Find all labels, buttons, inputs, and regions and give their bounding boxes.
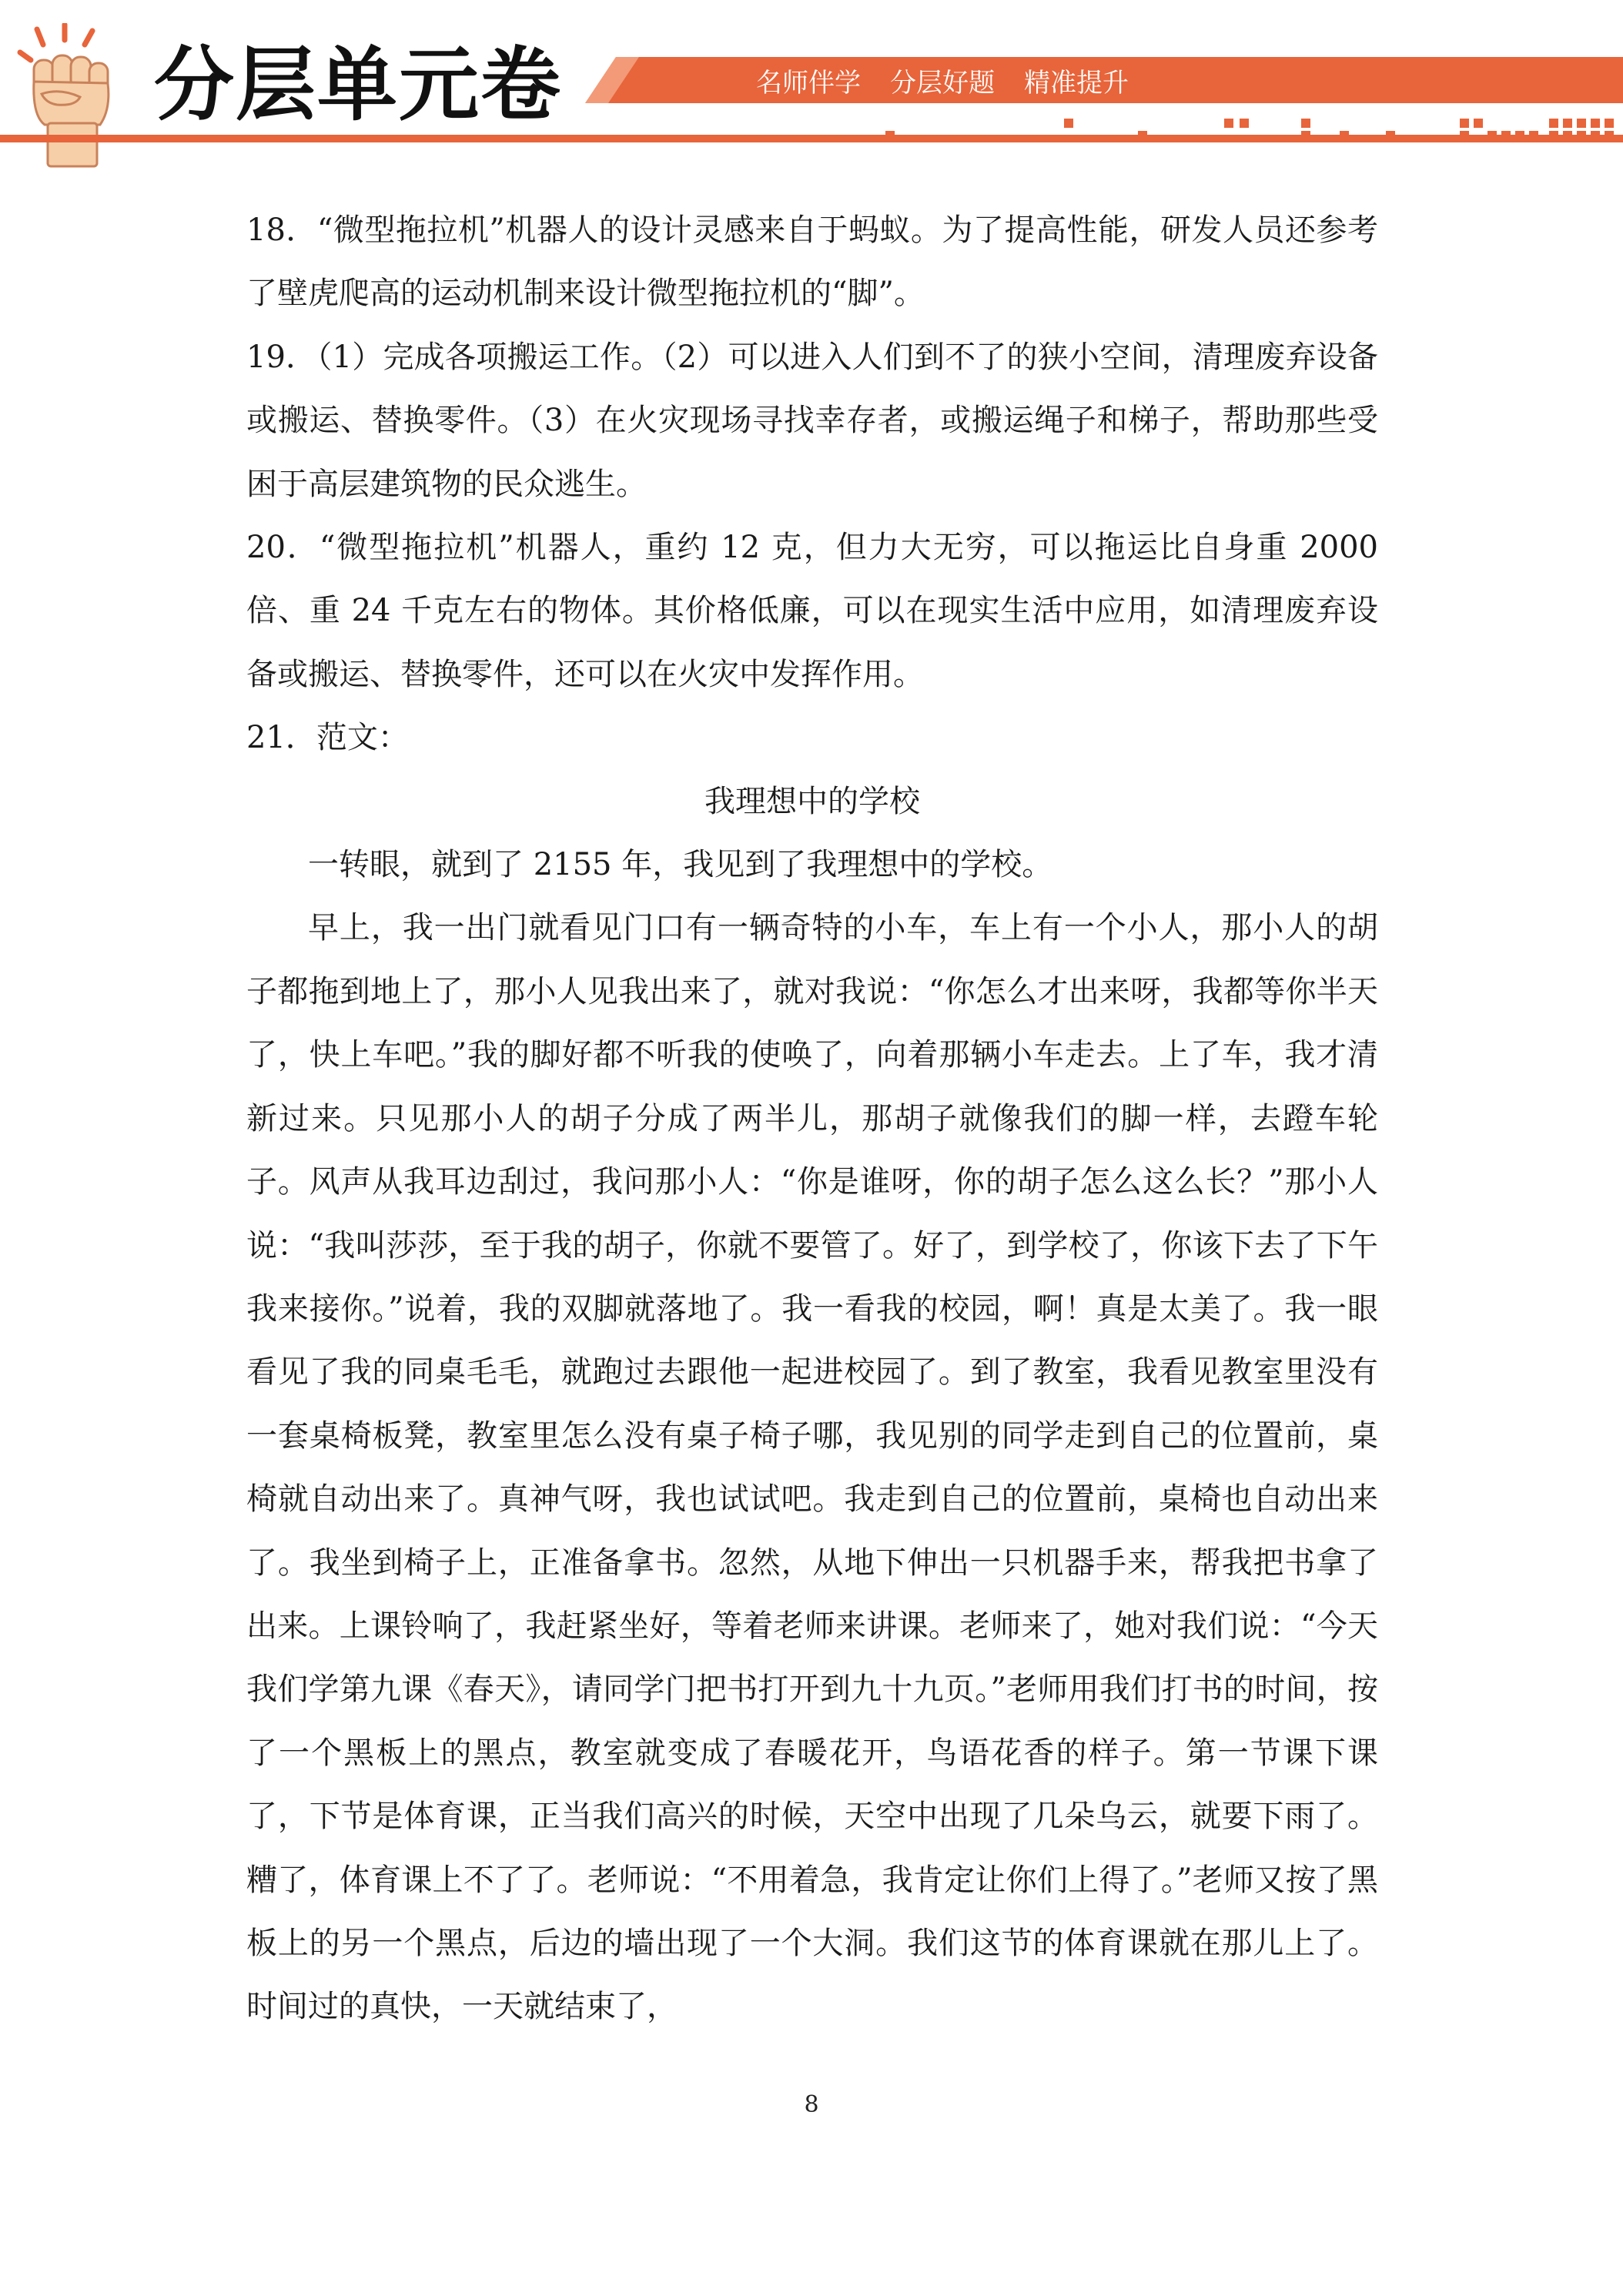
- answer-20: 20．“微型拖拉机”机器人，重约 12 克，但力大无穷，可以拖运比自身重 2000 倍、重 24 千克左右的物体。其价格低廉，可以在现实生活中应用，如清理废弃设备或搬运、替换零件，还可以在火灾中发挥作用。: [246, 530, 1378, 692]
- page-content: [246, 199, 1378, 2039]
- page-number: 8: [804, 2091, 819, 2118]
- essay-paragraph-1: 一转眼，就到了 2155 年，我见到了我理想中的学校。: [308, 847, 1053, 883]
- answer-21-label: 21．范文：: [246, 720, 409, 756]
- slogan-3: 精准提升: [1024, 67, 1129, 99]
- answer-19: 19．（1）完成各项搬运工作。（2）可以进入人们到不了的狭小空间，清理废弃设备或搬运、替换零件。（3）在火灾现场寻找幸存者，或搬运绳子和梯子，帮助那些受困于高层建筑物的民众逃生。: [246, 339, 1378, 502]
- answer-18: 18．“微型拖拉机”机器人的设计灵感来自于蚂蚁。为了提高性能，研发人员还参考了壁虎爬高的运动机制来设计微型拖拉机的“脚”。: [246, 213, 1378, 312]
- slogan-band: [585, 57, 1623, 103]
- slogan-1: 名师伴学: [756, 67, 861, 99]
- essay-paragraph-2: 早上，我一出门就看见门口有一辆奇特的小车，车上有一个小人，那小人的胡子都拖到地上了，那小人见我出来了，就对我说：“你怎么才出来呀，我都等你半天了，快上车吧。”我的脚好都不听我的使唤了，向着那辆小车走去。上了车，我才清新过来。只见那小人的胡子分成了两半儿，那胡子就像我们的脚一样，去蹬车轮子。风声从我耳边刮过，我问那小人：“你是谁呀，你的胡子怎么这么长？”那小人说：“我叫莎莎，至于我的胡子，你就不要管了。好了，到学校了，你该下去了下午我来接你。”说着，我的双脚就落地了。我一看我的校园，啊！真是太美了。我一眼看见了我的同桌毛毛，就跑过去跟他一起进校园了。到了教室，我看见教室里没有一套桌椅板凳，教室里怎么没有桌子椅子哪，我见别的同学走到自己的位置前，桌椅就自动出来了。真神气呀，我也试试吧。我走到自己的位置前，桌椅也自动出来了。我坐到椅子上，正准备拿书。忽然，从地下伸出一只机器手来，帮我把书拿了出来。上课铃响了，我赶紧坐好，等着老师来讲课。老师来了，她对我们说：“今天我们学第九课《春天》，请同学门把书打开到九十九页。”老师用我们打书的时间，按了一个黑板上的黑点，教室就变成了春暖花开，鸟语花香的样子。第一节课下课了，下节是体育课，正当我们高兴的时候，天空中出现了几朵乌云，就要下雨了。糟了，体育课上不了了。老师说：“不用着急，我肯定让你们上得了。”老师又按了黑板上的另一个黑点，后边的墙出现了一个大洞。我们这节的体育课就在那儿上了。时间过的真快，一天就结束了，: [246, 910, 1378, 2025]
- slogan-2: 分层好题: [890, 67, 995, 99]
- brand-title: 分层单元卷: [154, 38, 563, 132]
- fist-icon: [14, 23, 137, 169]
- pixel-decoration: [0, 108, 1623, 146]
- page-header: [0, 0, 1623, 166]
- slogan-text: [756, 62, 1158, 99]
- essay-title: 我理想中的学校: [704, 783, 920, 819]
